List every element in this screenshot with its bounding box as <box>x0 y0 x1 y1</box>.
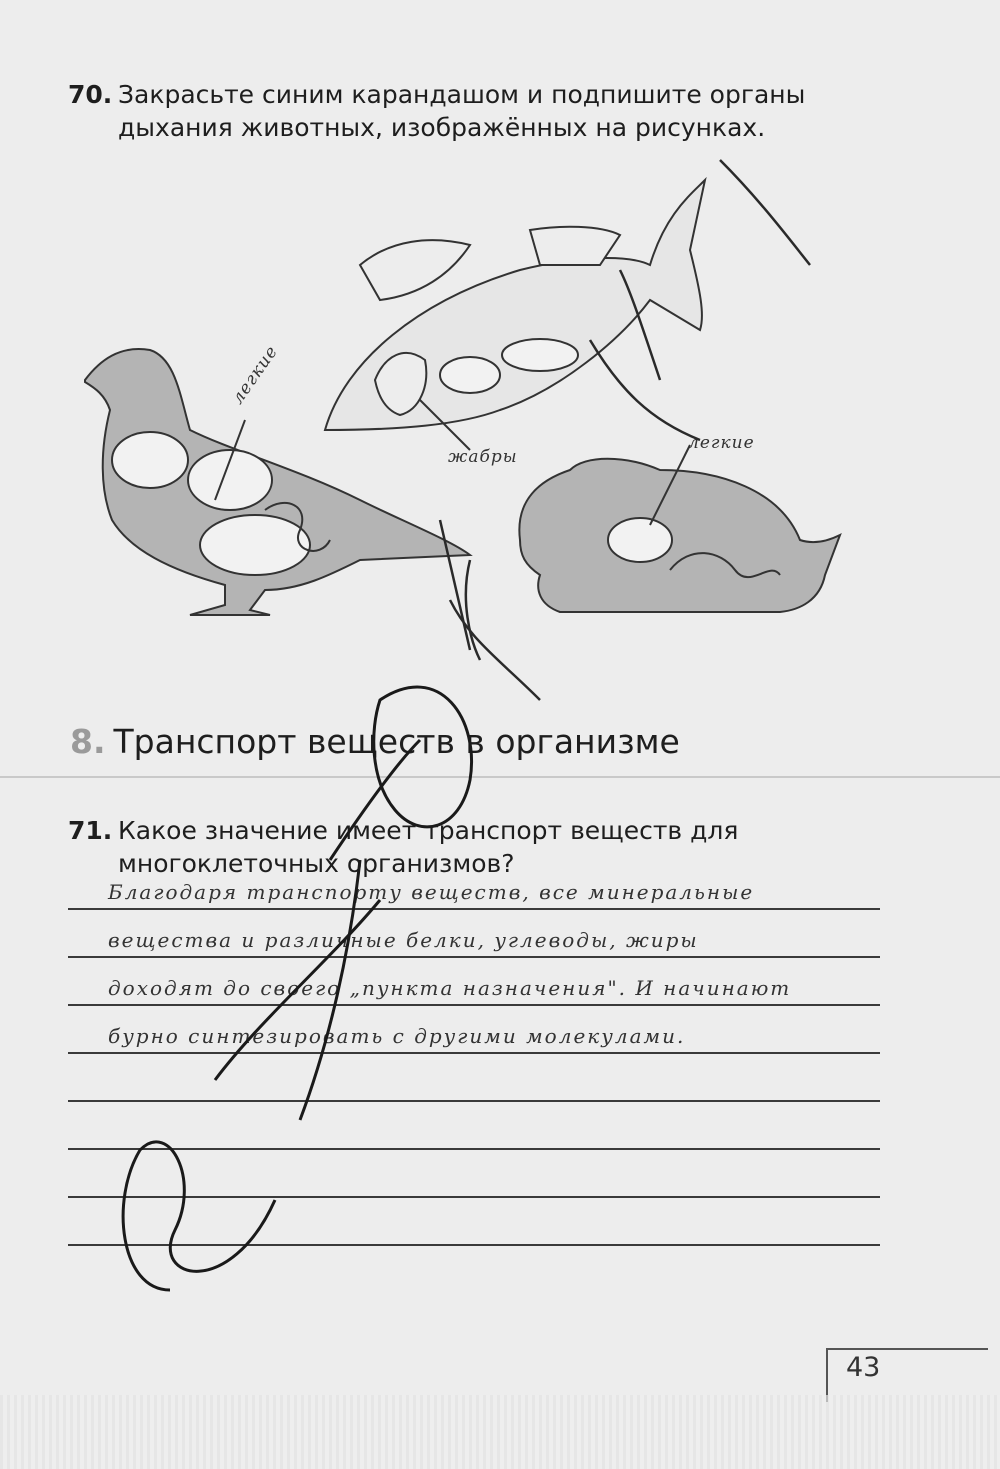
fish-label: жабры <box>448 447 518 467</box>
section-title: Транспорт веществ в организме <box>113 722 680 761</box>
handwritten-answer: доходят до своего „пункта назначения". И начинают <box>108 976 792 1000</box>
rabbit-label: легкие <box>688 433 755 453</box>
scan-noise <box>0 1395 1000 1469</box>
handwritten-answer: бурно синтезировать с другими молекулами. <box>108 1024 686 1048</box>
handwritten-answer: Благодаря транспорту веществ, все минеральные <box>108 880 755 904</box>
task-number: 71. <box>68 816 113 845</box>
task-text: Какое значение имеет транспорт веществ для многоклеточных организмов? <box>118 816 739 878</box>
handwritten-answer: вещества и различные белки, углеводы, жиры <box>108 928 699 952</box>
task-text: Закрасьте синим карандашом и подпишите органы дыхания животных, изображённых на рисунках. <box>118 80 806 142</box>
bird-label: легкие <box>227 341 283 408</box>
page-number: 43 <box>846 1352 881 1383</box>
section-number: 8. <box>70 722 106 761</box>
task-number: 70. <box>68 80 113 109</box>
